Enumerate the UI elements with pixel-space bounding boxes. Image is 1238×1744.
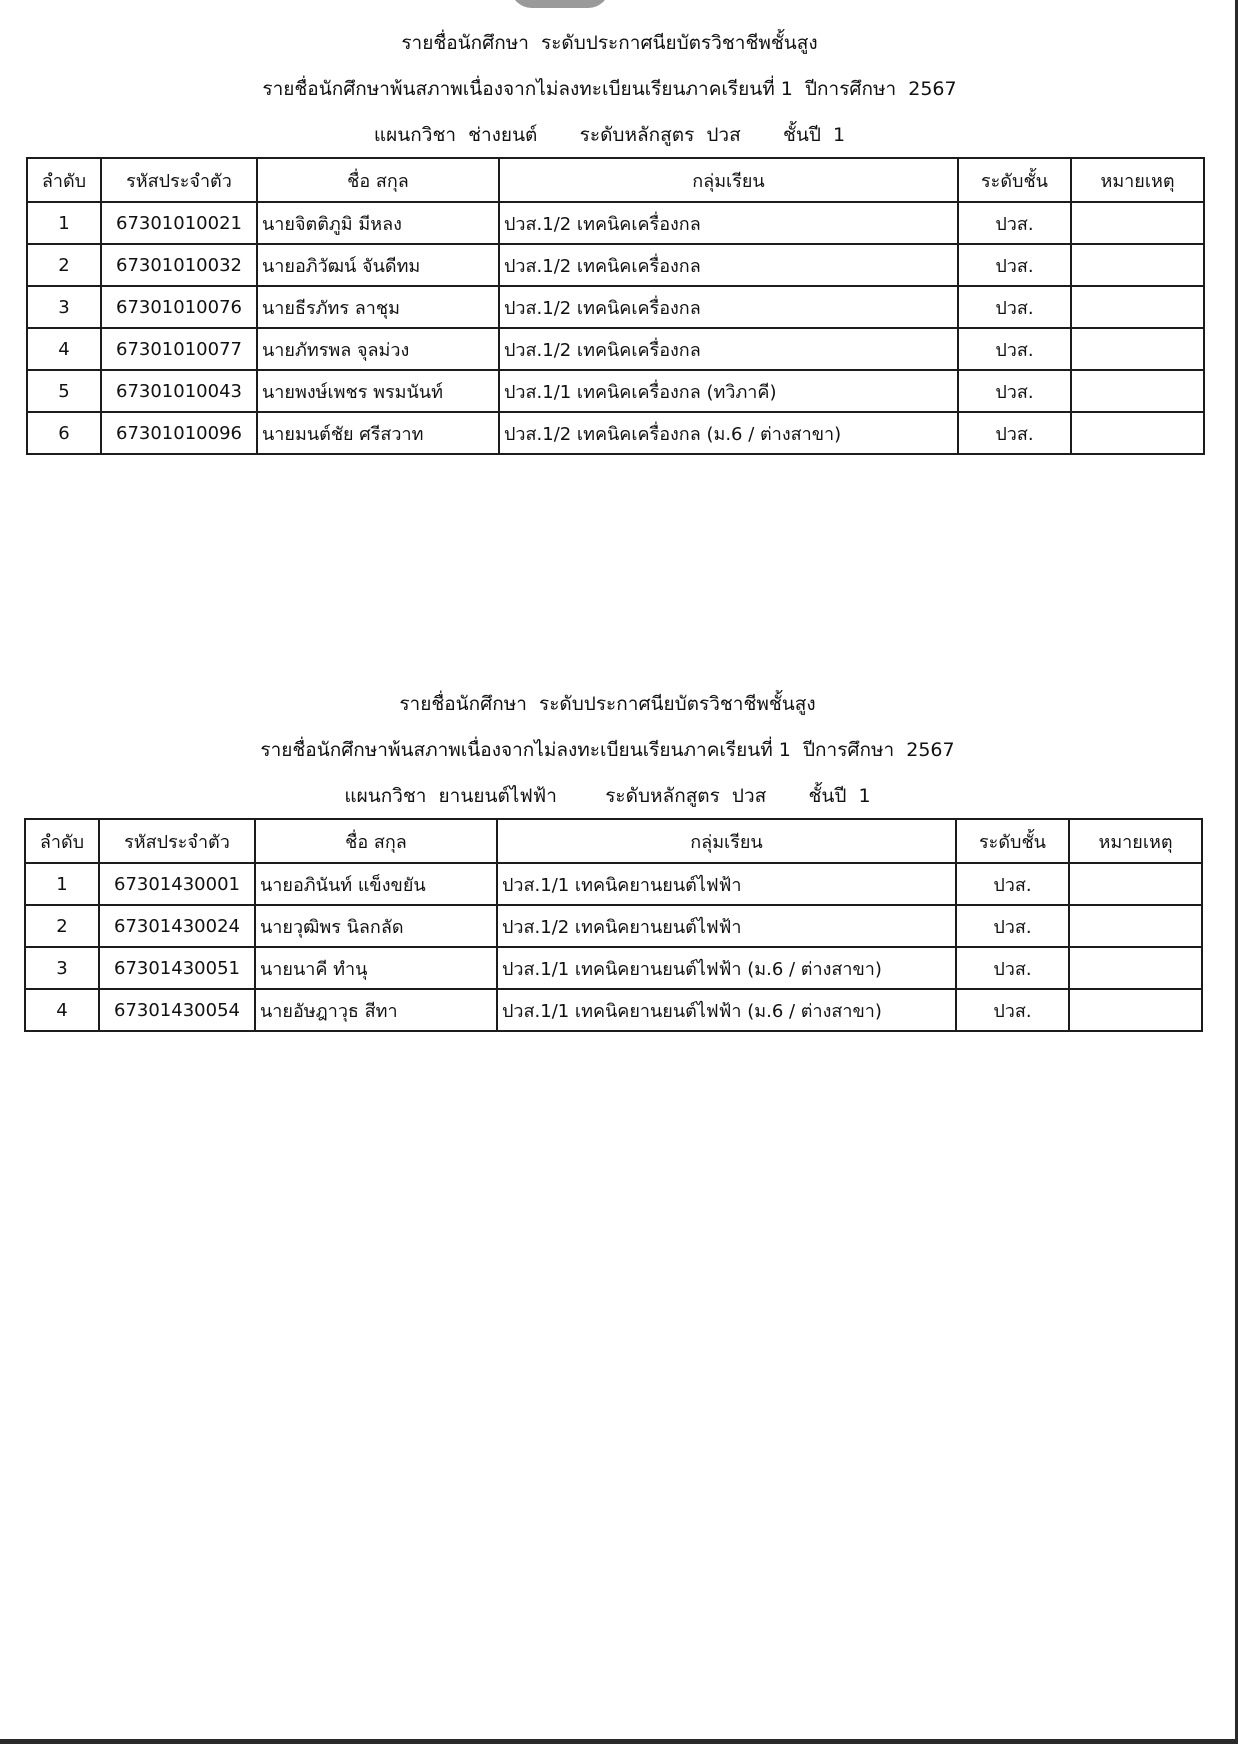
cell-name: นายนาคี ทำนุ [255, 947, 497, 989]
cell-name: นายวุฒิพร นิลกลัด [255, 905, 497, 947]
table-row [25, 989, 1202, 1031]
cell-level: ปวส. [956, 905, 1069, 947]
cell-student-id: 67301010096 [101, 412, 257, 454]
cell-student-id: 67301010043 [101, 370, 257, 412]
cell-note [1071, 244, 1204, 286]
cell-group: ปวส.1/2 เทคนิคเครื่องกล (ม.6 / ต่างสาขา) [499, 412, 958, 454]
department-line: แผนกวิชา ช่างยนต์ ระดับหลักสูตร ปวส ชั้นปี 1 [373, 124, 846, 146]
cell-name: นายอภิวัฒน์ จันดีทม [257, 244, 499, 286]
section-subtitle: รายชื่อนักศึกษาพ้นสภาพเนื่องจากไม่ลงทะเบียนเรียนภาคเรียนที่ 1 ปีการศึกษา 2567 [262, 78, 957, 100]
table-header-row [25, 819, 1202, 863]
cell-group: ปวส.1/2 เทคนิคเครื่องกล [499, 202, 958, 244]
cell-student-id: 67301430054 [99, 989, 255, 1031]
scanner-clip-mark [510, 0, 610, 8]
cell-name: นายภัทรพล จุลม่วง [257, 328, 499, 370]
table-row [27, 244, 1204, 286]
cell-level: ปวส. [958, 370, 1071, 412]
cell-name: นายจิตติภูมิ มีหลง [257, 202, 499, 244]
cell-level: ปวส. [958, 286, 1071, 328]
page-bottom-edge [0, 1739, 1238, 1744]
cell-seq: 4 [25, 989, 99, 1031]
header-note: หมายเหตุ [1071, 158, 1204, 202]
section-auto-mechanics [26, 32, 1193, 455]
student-table [26, 157, 1205, 455]
table-row [27, 286, 1204, 328]
cell-group: ปวส.1/2 เทคนิคยานยนต์ไฟฟ้า [497, 905, 956, 947]
cell-level: ปวส. [956, 989, 1069, 1031]
table-row [27, 328, 1204, 370]
section-title: รายชื่อนักศึกษา ระดับประกาศนียบัตรวิชาชีพชั้นสูง [401, 32, 818, 54]
header-name: ชื่อ สกุล [255, 819, 497, 863]
cell-note [1071, 412, 1204, 454]
header-seq: ลำดับ [25, 819, 99, 863]
cell-group: ปวส.1/2 เทคนิคเครื่องกล [499, 244, 958, 286]
header-level: ระดับชั้น [956, 819, 1069, 863]
cell-group: ปวส.1/1 เทคนิคยานยนต์ไฟฟ้า (ม.6 / ต่างสาขา) [497, 947, 956, 989]
cell-note [1069, 863, 1202, 905]
cell-name: นายพงษ์เพชร พรมนันท์ [257, 370, 499, 412]
table-row [27, 370, 1204, 412]
cell-note [1071, 202, 1204, 244]
header-student-id: รหัสประจำตัว [101, 158, 257, 202]
cell-note [1069, 905, 1202, 947]
cell-level: ปวส. [958, 202, 1071, 244]
section-electric-vehicles [24, 693, 1191, 1032]
header-name: ชื่อ สกุล [257, 158, 499, 202]
cell-name: นายธีรภัทร ลาชุม [257, 286, 499, 328]
cell-seq: 1 [25, 863, 99, 905]
header-note: หมายเหตุ [1069, 819, 1202, 863]
table-row [25, 863, 1202, 905]
cell-group: ปวส.1/2 เทคนิคเครื่องกล [499, 328, 958, 370]
cell-group: ปวส.1/1 เทคนิคยานยนต์ไฟฟ้า [497, 863, 956, 905]
cell-group: ปวส.1/1 เทคนิคยานยนต์ไฟฟ้า (ม.6 / ต่างสาขา) [497, 989, 956, 1031]
cell-student-id: 67301430051 [99, 947, 255, 989]
section-subtitle: รายชื่อนักศึกษาพ้นสภาพเนื่องจากไม่ลงทะเบียนเรียนภาคเรียนที่ 1 ปีการศึกษา 2567 [260, 739, 955, 761]
cell-note [1071, 286, 1204, 328]
header-group: กลุ่มเรียน [497, 819, 956, 863]
cell-note [1069, 947, 1202, 989]
cell-seq: 6 [27, 412, 101, 454]
cell-seq: 2 [25, 905, 99, 947]
cell-student-id: 67301430024 [99, 905, 255, 947]
student-table [24, 818, 1203, 1032]
cell-level: ปวส. [958, 328, 1071, 370]
cell-seq: 3 [25, 947, 99, 989]
cell-group: ปวส.1/1 เทคนิคเครื่องกล (ทวิภาคี) [499, 370, 958, 412]
header-student-id: รหัสประจำตัว [99, 819, 255, 863]
cell-level: ปวส. [958, 244, 1071, 286]
cell-seq: 3 [27, 286, 101, 328]
cell-note [1071, 328, 1204, 370]
department-line: แผนกวิชา ยานยนต์ไฟฟ้า ระดับหลักสูตร ปวส ชั้นปี 1 [344, 785, 871, 807]
table-header-row [27, 158, 1204, 202]
cell-note [1071, 370, 1204, 412]
cell-seq: 2 [27, 244, 101, 286]
cell-level: ปวส. [956, 863, 1069, 905]
cell-group: ปวส.1/2 เทคนิคเครื่องกล [499, 286, 958, 328]
table-row [27, 412, 1204, 454]
cell-name: นายอัษฎาวุธ สีทา [255, 989, 497, 1031]
cell-seq: 4 [27, 328, 101, 370]
cell-student-id: 67301430001 [99, 863, 255, 905]
cell-student-id: 67301010021 [101, 202, 257, 244]
cell-name: นายอภินันท์ แข็งขยัน [255, 863, 497, 905]
cell-seq: 1 [27, 202, 101, 244]
cell-student-id: 67301010032 [101, 244, 257, 286]
cell-level: ปวส. [956, 947, 1069, 989]
cell-name: นายมนต์ชัย ศรีสวาท [257, 412, 499, 454]
cell-seq: 5 [27, 370, 101, 412]
cell-note [1069, 989, 1202, 1031]
table-row [25, 905, 1202, 947]
cell-student-id: 67301010077 [101, 328, 257, 370]
cell-student-id: 67301010076 [101, 286, 257, 328]
header-level: ระดับชั้น [958, 158, 1071, 202]
cell-level: ปวส. [958, 412, 1071, 454]
section-title: รายชื่อนักศึกษา ระดับประกาศนียบัตรวิชาชีพชั้นสูง [399, 693, 816, 715]
header-group: กลุ่มเรียน [499, 158, 958, 202]
header-seq: ลำดับ [27, 158, 101, 202]
table-row [27, 202, 1204, 244]
table-row [25, 947, 1202, 989]
